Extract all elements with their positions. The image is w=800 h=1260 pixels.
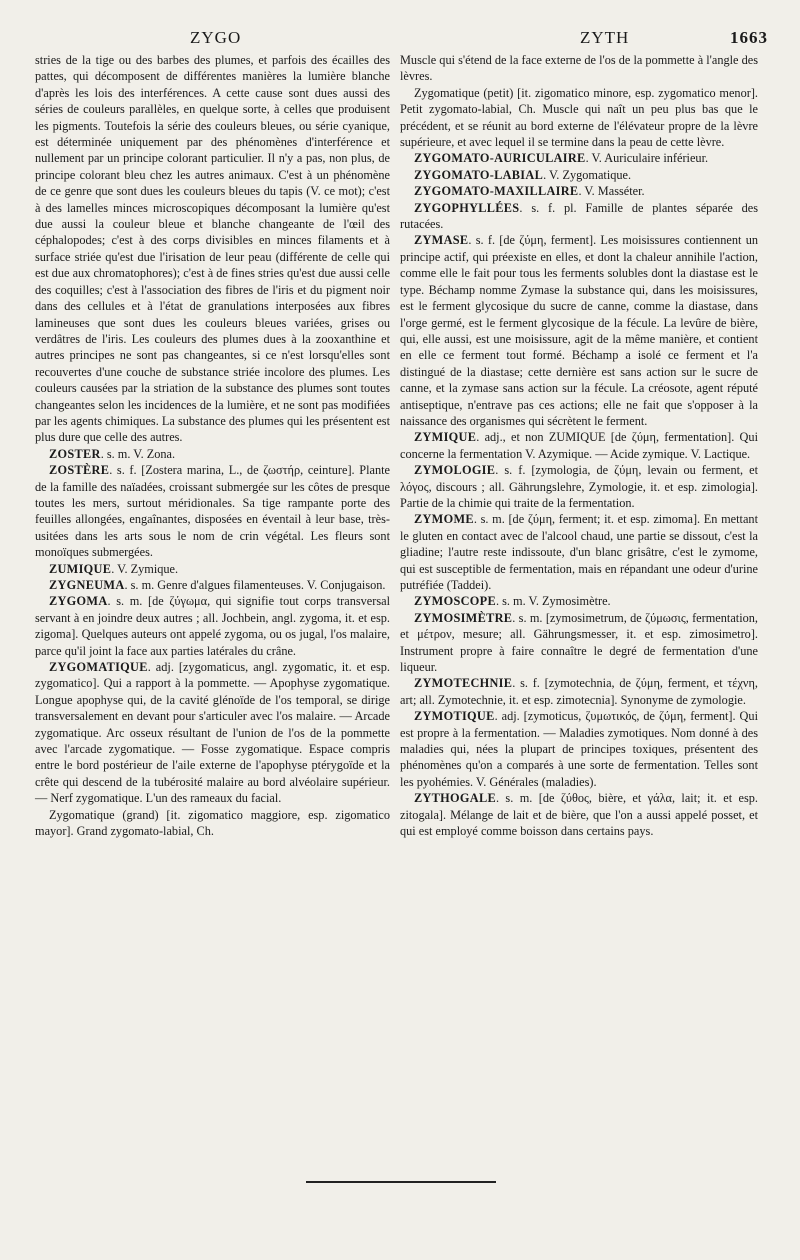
dictionary-entry: Zygomatique (petit) [it. zigomatico minore, esp. zygomatico menor]. Petit zygomato-labial, Ch. Muscle qui naît un peu plus bas que le précédent, et se réunit au bord externe de l'élévateur propre de la lèvre supérieure, et avec lequel il se termine dans la peau de cette lèvre. <box>400 85 758 150</box>
running-header <box>0 28 800 50</box>
right-column <box>400 52 758 840</box>
dictionary-entry: ZYGNEUMA. s. m. Genre d'algues filamenteuses. V. Conjugaison. <box>49 578 386 592</box>
dictionary-entry: ZYMOSCOPE. s. m. V. Zymosimètre. <box>414 594 611 609</box>
dictionary-entry: ZYGOPHYLLÉES. s. f. pl. Famille de plantes séparée des rutacées. <box>400 200 758 232</box>
page-number: 1663 <box>730 28 768 47</box>
dictionary-entry: Muscle qui s'étend de la face externe de l'os de la pommette à l'angle des lèvres. <box>400 53 758 84</box>
dictionary-entry: ZYTHOGALE. s. m. [de ζύθος, bière, et γάλα, lait; it. et esp. zitogala]. Mélange de lait et de bière, que l'on a aussi appelé posset, et qui est employé comme boisson dans certains pays. <box>400 791 758 839</box>
dictionary-entry: ZYMOTIQUE. adj. [zymoticus, ζυμωτικός, de ζύμη, ferment]. Qui est propre à la fermentation. — Maladies zymotiques. Nom donné à des maladies qui, nées la plupart de principes toxiques, présentent des phénomènes qu'on a comparés à une sorte de fermentation. Telles sont les pyohémies. V. Générales (maladies). <box>400 709 758 789</box>
end-rule <box>306 1181 496 1183</box>
dictionary-entry: ZYMOME. s. m. [de ζύμη, ferment; it. et esp. zimoma]. En mettant le gluten en contact avec de l'alcool chaud, une partie se dissout, c'est la gliadine; l'autre reste indissoute, d'un blanc grisâtre, c'est le zymome, qui est susceptible de fermentation, mais en répandant une odeur d'urine putréfiée (Taddei). <box>400 512 758 592</box>
dictionary-entry: ZUMIQUE. V. Zymique. <box>49 561 179 576</box>
header-left-word: ZYGO <box>190 28 242 47</box>
dictionary-entry: ZOSTER. s. m. V. Zona. <box>49 446 176 461</box>
dictionary-entry: ZYMIQUE. adj., et non ZUMIQUE [de ζύμη, fermentation]. Qui concerne la fermentation V. Azymique. — Acide zymique. V. Lactique. <box>400 430 758 461</box>
dictionary-entry: ZYGOMATO-MAXILLAIRE. V. Masséter. <box>414 184 645 199</box>
header-right-word: ZYTH <box>580 28 630 47</box>
dictionary-entry: ZOSTÈRE. s. f. [Zostera marina, L., de ζωστήρ, ceinture]. Plante de la famille des naïadées, croissant submergée sur les côtes de presque toutes les mers, surtout méridionales. Sa tige rampante porte des feuilles allongées, engaînantes, disposées en éventail à leur base, très-usitées dans les arts sous le nom de crin végétal. Les fleurs sont monoïques submergées. <box>35 463 390 560</box>
dictionary-entry: ZYGOMATO-LABIAL. V. Zygomatique. <box>414 167 632 182</box>
left-column <box>35 52 390 840</box>
dictionary-entry: ZYMOTECHNIE. s. f. [zymotechnia, de ζύμη, ferment, et τέχνη, art; all. Zymotechnie, it. et esp. zimotecnia]. Synonyme de zymologie. <box>400 676 758 707</box>
dictionary-entry: ZYGOMATIQUE. adj. [zygomaticus, angl. zygomatic, it. et esp. zygomatico]. Qui a rapport à la pommette. — Apophyse zygomatique. Longue apophyse qui, de la cavité glénoïde de l'os temporal, se dirige transversalement en devant pour s'articuler avec l'os malaire. — Arcade zygomatique. Arc osseux résultant de l'union de l'os de la pommette avec l'arcade zygomatique. — Fosse zygomatique. Espace compris entre le bord postérieur de l'aile externe de l'apophyse ptérygoïde et la crête qui descend de la tubérosité malaire au bord alvéolaire supérieur. — Nerf zygomatique. L'un des rameaux du facial. <box>35 660 390 806</box>
dictionary-entry: Zygomatique (grand) [it. zigomatico maggiore, esp. zigomatico mayor]. Grand zygomato-labial, Ch. <box>35 807 390 839</box>
dictionary-entry: ZYMASE. s. f. [de ζύμη, ferment]. Les moisissures contiennent un principe actif, qui préexiste en elles, et dont la chaleur annihile l'action, comme elle le fait pour tous les ferments solubles dont la diastase est le type. Béchamp nomme Zymase la substance qui, dans les moisissures, est le ferment glycosique du sucre de canne, comme la diastase, dans l'orge germé, est le ferment glycosique de la fécule. La levûre de bière, qui, elle aussi, est une moisissure, agit de la même manière, et contient en elle ce ferment tout formé. Béchamp a isolé ce ferment et l'a distingué de la diastase; cette dernière est sans action sur le sucre de canne, et la zymase sans action sur la fécule. La créosote, agent réputé antiseptique, n'entrave pas ces actions; elle ne fait que s'opposer à la naissance des organismes qui sécrètent le ferment. <box>400 233 758 428</box>
dictionary-entry: ZYMOLOGIE. s. f. [zymologia, de ζύμη, levain ou ferment, et λόγος, discours ; all. Gährungslehre, Zymologie, it. et esp. zimologia]. Partie de la chimie qui traite de la fermentation. <box>400 463 758 510</box>
dictionary-entry: ZYMOSIMÈTRE. s. m. [zymosimetrum, de ζύμωσις, fermentation, et μέτρον, mesure; all. Gährungsmesser, it. et esp. zimosimetro]. Instrument propre à faire connaître le degré de fermentation d'une liqueur. <box>400 610 758 675</box>
dictionary-entry: ZYGOMATO-AURICULAIRE. V. Auriculaire inférieur. <box>414 151 709 166</box>
dictionary-entry: ZYGOMA. s. m. [de ζύγωμα, qui signifie tout corps transversal servant à en joindre deux autres ; all. Jochbein, angl. zygoma, it. et esp. zigoma]. Quelques auteurs ont appelé zygoma, ou os jugal, l'os malaire, parce qu'il joint la face aux parties latérales du crâne. <box>35 594 390 658</box>
dictionary-entry: stries de la tige ou des barbes des plumes, et parfois des écailles des pattes, qui décomposent de différentes manières la lumière blanche d'après les lois des interférences. A cette cause sont dues aussi des séries de couleurs parallèles, en quelque sorte, à celles que produisent les pigments. Toutefois la série des couleurs bleues, ou série cyanique, est déterminée uniquement par des phénomènes d'interférence et nullement par un principe colorant particulier. Il n'y a pas, non plus, de principe colorant bleu chez les autres animaux. C'est à un phénomène de ce genre que sont dues les couleurs bleues du tapis (V. ce mot); c'est à des lamelles minces microscopiques décomposant la lumière qu'est due aussi la couleur bleue et blanche changeante de l'œil des céphalopodes; c'est à des corps divisibles en minces filaments et à surface striée qu'est due l'irisation de leur peau (différente de celle qui est due aux chromatophores); c'est à de fines stries qu'est due aussi celle des coquilles; c'est à l'association des fibres de l'iris et du pigment noir dans des cellules et à l'état de granulations interposées aux fibres lamineuses que sont dues les couleurs bleues variées, grises ou verdâtres de l'iris. Les couleurs des plumes dues à la zooxanthine et autres principes ne sont pas changeantes, si ce n'est lorsqu'elles sont recouvertes d'une couche de substance striée incolore des plumes. Les couleurs causées par la striation de la substance des plumes sont toutes changeantes selon les incidences de la lumière, et ne sont pas modifiées par les agents chimiques. La substance des plumes qui les présentent est plus dure que celle des autres. <box>35 53 390 445</box>
